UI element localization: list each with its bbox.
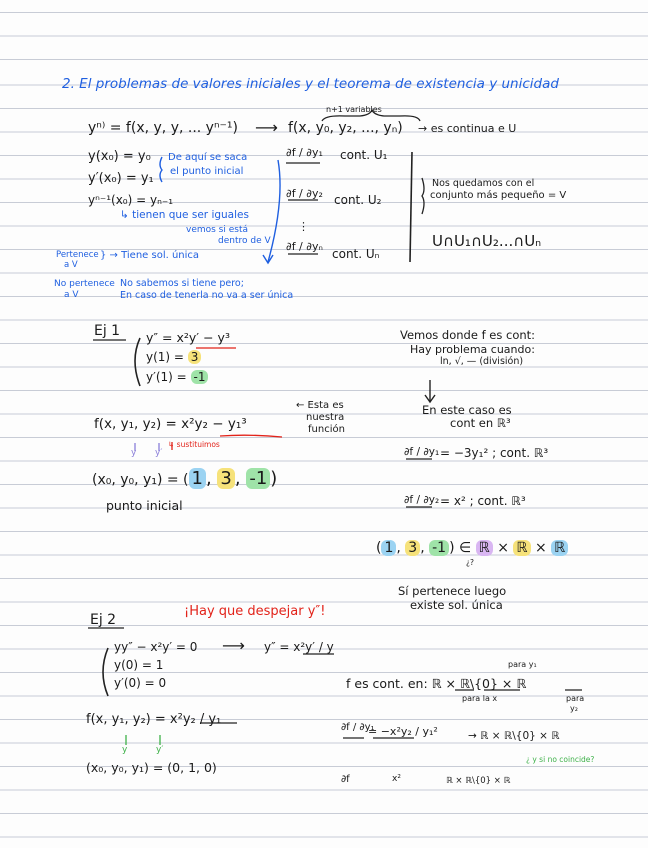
ej1-point-x0: 1 <box>189 468 206 489</box>
ej1-vemos-1: Vemos donde f es cont: <box>400 328 536 342</box>
ej1-ode: y″ = x²y′ − y³ <box>146 330 230 345</box>
ej1-en-este-2: cont en ℝ³ <box>450 416 511 430</box>
ej1-note-esta-2: nuestra <box>306 412 345 423</box>
ej1-initial-point: (x₀, y₀, y₁) = ( 1 , 3 , -1 ) <box>92 468 278 489</box>
ej1-vemos-3: ln, √, — (división) <box>440 356 524 367</box>
note-punto-inicial-2: el punto inicial <box>170 166 244 177</box>
ej1-note-sustituimos: ↳ sustituimos <box>168 440 220 449</box>
note-quedamos-2: conjunto más pequeño = V <box>430 190 567 201</box>
cont-un: cont. Uₙ <box>332 247 380 261</box>
ej2-cont-domain: f es cont. en: ℝ × ℝ\{0} × ℝ <box>346 676 527 691</box>
ej1-df-dy1: ∂f / ∂y₁ <box>404 446 440 458</box>
note-iguales: ↳ tienen que ser iguales <box>120 209 249 221</box>
ej2-df-dy1-domain: → ℝ × ℝ\{0} × ℝ <box>468 730 560 742</box>
note-no-sabemos-1: No sabemos si tiene pero; <box>120 278 244 289</box>
ej2-para-y2-b: y₂ <box>570 704 578 713</box>
ej2-ic-2: y′(0) = 0 <box>114 676 167 690</box>
ej1-sub-yprime: y′ <box>155 448 163 458</box>
initial-condition-1: y(x₀) = y₀ <box>88 149 151 164</box>
ej1-note-esta-1: ← Esta es <box>296 400 344 411</box>
ej2-arrow: ⟶ <box>222 636 245 655</box>
ej1-ic-2-value: -1 <box>191 370 209 384</box>
ode-general-form: yⁿ⁾ = f(x, y, y, ... yⁿ⁻¹) <box>88 120 239 136</box>
ej1-note-esta-3: función <box>308 424 345 435</box>
ej2-df-dy1-result: = −x²y₂ / y₁² <box>368 725 438 738</box>
ej2-initial-point: (x₀, y₀, y₁) = (0, 1, 0) <box>86 760 217 775</box>
ej1-si-pertenece-2: existe sol. única <box>410 598 503 612</box>
ej1-vemos-2: Hay problema cuando: <box>410 343 535 356</box>
ej2-ode: yy″ − x²y′ = 0 <box>114 640 198 654</box>
page-title: 2. El problemas de valores iniciales y el teorema de existencia y unicidad <box>62 76 559 92</box>
ej2-despejar-note: ¡Hay que despejar y″! <box>184 604 326 619</box>
ej1-member-c: -1 <box>429 540 449 556</box>
ej2-df-dy2: ∂f <box>341 774 350 785</box>
ej2-sub-yprime: y′ <box>156 745 164 755</box>
example-2-label: Ej 2 <box>90 612 117 628</box>
ej1-member-b: 3 <box>405 540 420 556</box>
ej1-df-dy1-result: = −3y₁² ; cont. ℝ³ <box>440 446 549 460</box>
partial-derivative-n: ∂f / ∂yₙ <box>286 240 323 253</box>
ej2-df-dy1: ∂f / ∂y₁ <box>341 722 375 733</box>
note-no-sabemos-2: En caso de tenerla no va a ser única <box>120 290 294 301</box>
note-no-pertenece-1: No pertenece <box>54 279 115 289</box>
ej1-df-dy2-result: = x² ; cont. ℝ³ <box>440 494 526 508</box>
ej2-note-no-coincide: ¿ y si no coincide? <box>526 755 595 764</box>
continuity-note: → es continua e U <box>418 122 517 135</box>
intersection-v: U∩U₁∩U₂...∩Uₙ <box>432 232 542 250</box>
ej2-para-y2-a: para <box>566 694 585 703</box>
ej1-member-question: ¿? <box>466 558 474 567</box>
note-no-pertenece-2: a V <box>64 290 79 300</box>
ej1-en-este-1: En este caso es <box>422 403 512 417</box>
ej1-member-a: 1 <box>381 540 396 556</box>
note-pertenece-2: a V <box>64 260 78 270</box>
note-vemos: vemos si está <box>186 225 249 235</box>
ej1-si-pertenece-1: Sí pertenece luego <box>398 584 507 598</box>
ej1-membership: ( 1 , 3 , -1 ) ∈ ℝ × ℝ × ℝ <box>376 540 568 556</box>
cont-u1: cont. U₁ <box>340 148 388 162</box>
example-1-label: Ej 1 <box>94 323 121 339</box>
cont-u2: cont. U₂ <box>334 193 382 207</box>
ej2-df-dy2-result: x² <box>392 774 401 784</box>
ej1-ic-2: y′(1) = -1 <box>146 370 208 384</box>
initial-condition-2: y′(x₀) = y₁ <box>88 171 154 186</box>
note-punto-inicial-1: De aquí se saca <box>168 152 248 163</box>
ej1-point-y1: -1 <box>246 468 270 489</box>
ej1-punto-inicial-label: punto inicial <box>106 498 183 513</box>
note-dentro-v: dentro de V <box>218 236 271 246</box>
function-f: f(x, y₀, y₂, ..., yₙ) <box>288 120 403 136</box>
ej2-ic-1: y(0) = 1 <box>114 658 164 672</box>
ej1-sub-y: y <box>131 448 137 458</box>
partial-derivative-2: ∂f / ∂y₂ <box>286 187 323 200</box>
ej2-para-y1: para y₁ <box>508 660 537 669</box>
note-pertenece-1: Pertenece <box>56 250 99 260</box>
ej1-f-definition: f(x, y₁, y₂) = x²y₂ − y₁³ <box>94 416 247 432</box>
ej2-sub-y: y <box>122 745 128 755</box>
ej1-point-y0: 3 <box>217 468 234 489</box>
ej1-df-dy2: ∂f / ∂y₂ <box>404 494 440 506</box>
initial-condition-n: yⁿ⁻¹(x₀) = yₙ₋₁ <box>88 193 174 207</box>
ej2-ode-solved: y″ = x²y′ / y <box>264 640 334 654</box>
arrow: ⟶ <box>255 118 278 137</box>
ej2-para-x: para la x <box>462 694 498 703</box>
note-tiene-sol-unica: } → Tiene sol. única <box>100 250 200 261</box>
ej1-ic-1: y(1) = 3 <box>146 350 201 364</box>
partial-derivative-1: ∂f / ∂y₁ <box>286 146 323 159</box>
note-quedamos-1: Nos quedamos con el <box>432 178 535 189</box>
overbrace-label: n+1 variables <box>326 105 382 114</box>
ej1-ic-1-value: 3 <box>188 350 202 364</box>
ej2-f-definition: f(x, y₁, y₂) = x²y₂ / y₁ <box>86 712 222 727</box>
vertical-dots: ⋮ <box>298 220 309 233</box>
ej2-df-dy2-domain: ℝ × ℝ\{0} × ℝ <box>446 776 511 786</box>
